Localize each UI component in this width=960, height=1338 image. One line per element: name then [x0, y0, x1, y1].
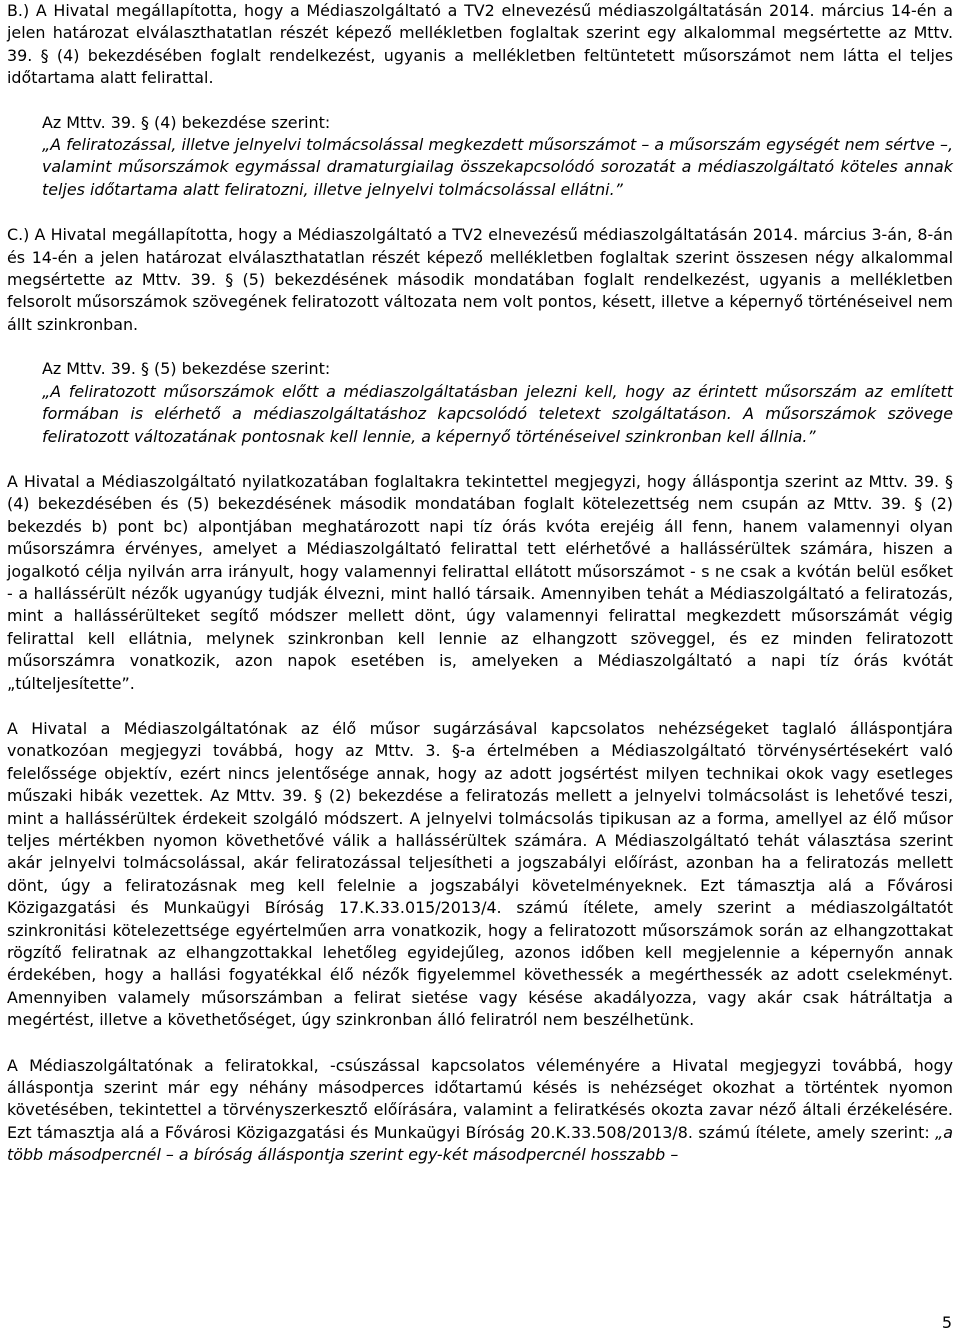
section-b-quote-intro: Az Mttv. 39. § (4) bekezdése szerint:: [42, 112, 331, 132]
section-b-quote: „A feliratozással, illetve jelnyelvi tolmácsolással megkezdett műsorszámot – a műsorszám egységét nem sértve –, valamint műsorszámok egymással dramaturgiailag összekapcsolódó sorozatát a médiaszolgáltató köteles annak teljes időtartama alatt feliratozni, illetve jelnyelvi tolmácsolással ellátni.”: [42, 135, 953, 199]
body-paragraph-2: A Hivatal a Médiaszolgáltatónak az élő műsor sugárzásával kapcsolatos nehézségeket taglaló álláspontjára vonatkozóan megjegyzi továbbá, hogy az Mttv. 3. §-a értelmében a Médiaszolgáltató törvénysértésekért való felelőssége objektív, ezért nincs jelentősége annak, hogy az adott jogsértést milyen technikai okok vagy esetleges műszaki hibák vezettek. Az Mttv. 39. § (2) bekezdése a feliratozás mellett a jelnyelvi tolmácsolást is lehetővé teszi, mint a hallássérültek érdekeit szolgáló módszert. A jelnyelvi tolmácsolás tipikusan az a forma, amellyel az élő műsor teljes mértékben nyomon követhetővé válik a hallássérültek számára. A Médiaszolgáltató tehát választása szerint akár jelnyelvi tolmácsolással, akár feliratozással teljesítheti a jogszabályi előírást, azonban ha a feliratozás mellett dönt, úgy a feliratozásnak meg kell felelnie a jogszabályi követelményeknek. Ezt támasztja alá a Fővárosi Közigazgatási és Munkaügyi Bíróság 17.K.33.015/2013/4. számú ítélete, amely szerint a médiaszolgáltatót szinkronitási kötelezettsége egyértelműen arra vonatkozik, hogy a feliratozott műsorszámok során az elhangzottakat rögzítő feliratnak az elhangzottakkal lehetőleg egyidejűleg, azonos időben kell megjelennie a képernyőn annak érdekében, hogy a hallási fogyatékkal élő nézők figyelemmel követhessék a megérthessék az adott cselekményt. Amennyiben valamely műsorszámban a felirat sietése vagy késése akadályozza, vagy akár csak hátráltatja a megértést, illetve a követhetőséget, úgy szinkronban álló feliratról nem beszélhetünk.: [7, 718, 953, 1030]
body-paragraph-3-quote: „a több másodpercnél – a bíróság álláspontja szerint egy-két másodpercnél hosszabb –: [7, 1122, 953, 1165]
section-c-quote-intro: Az Mttv. 39. § (5) bekezdése szerint:: [42, 359, 331, 379]
body-paragraph-3: [7, 1055, 953, 1167]
section-c-paragraph: C.) A Hivatal megállapította, hogy a Médiaszolgáltató a TV2 elnevezésű médiaszolgáltatásán 2014. március 3-án, 8-án és 14-én a jelen határozat elválaszthatatlan részét képező mellékletben foglaltak szerint összesen négy alkalommal megsértette az Mttv. 39. § (5) bekezdésének második mondatában foglalt rendelkezést, ugyanis a mellékletben felsorolt műsorszámok szövegének feliratozott változata nem volt pontos, késett, illetve a képernyő történéseivel nem állt szinkronban.: [7, 225, 953, 334]
section-b-paragraph: B.) A Hivatal megállapította, hogy a Médiaszolgáltató a TV2 elnevezésű médiaszolgáltatásán 2014. március 14-én a jelen határozat elválaszthatatlan részét képező mellékletben foglaltak szerint egy alkalommal megsértette az Mttv. 39. § (4) bekezdésében foglalt rendelkezést, ugyanis a mellékletben feltüntetett műsorszámot nem látta el teljes időtartama alatt felirattal.: [7, 1, 953, 88]
page-number: 5: [941, 1313, 952, 1332]
document-page: [7, 0, 953, 1167]
body-paragraph-3-text: A Médiaszolgáltatónak a feliratokkal, -csúszással kapcsolatos véleményére a Hivatal megjegyzi továbbá, hogy álláspontja szerint már egy néhány másodperces időtartamú késés is nehézséget okozhat a történtek nyomon követésében, tekintettel a törvényszerkesztő előírására, valamint a feliratkésés okozta zavar néző általi érzékelésére. Ezt támasztja alá a Fővárosi Közigazgatási és Munkaügyi Bíróság 20.K.33.508/2013/8. számú ítélete, amely szerint:: [7, 1055, 953, 1142]
body-paragraph-1: A Hivatal a Médiaszolgáltató nyilatkozatában foglaltakra tekintettel megjegyzi, hogy álláspontja szerint az Mttv. 39. § (4) bekezdésében és (5) bekezdésének második mondatában foglalt kötelezettség nem csupán az Mttv. 39. § (2) bekezdés b) pont bc) alpontjában meghatározott napi tíz órás kvóta erejéig áll fenn, hanem valamennyi olyan műsorszámra érvényes, amelyet a Médiaszolgáltató felirattal tett elérhetővé a hallássérültek számára, hiszen a jogalkotó célja nyilván arra irányult, hogy valamennyi felirattal ellátott műsorszámot - s ne csak a kvótán belül esőket - a hallássérült nézők ugyanúgy tudják élvezni, mint halló társaik. Amennyiben tehát a Médiaszolgáltató a feliratozás, mint a hallássérülteket segítő módszer mellett dönt, úgy valamennyi felirattal megkezdett műsorszámát végig felirattal kell ellátnia, melynek szinkronban kell lennie az elhangzott szöveggel, és ez minden feliratozott műsorszámra vonatkozik, azon napok esetében is, amelyeken a Médiaszolgáltató a napi tíz órás kvótát „túlteljesítette”.: [7, 471, 953, 693]
section-c-quote: „A feliratozott műsorszámok előtt a médiaszolgáltatásban jelezni kell, hogy az érintett műsorszám az említett formában is elérhető a médiaszolgáltatáshoz kapcsolódó teletext szolgáltatáson. A műsorszámok szövege feliratozott változatának pontosnak kell lennie, a képernyő történéseivel szinkronban kell állnia.”: [42, 381, 953, 446]
